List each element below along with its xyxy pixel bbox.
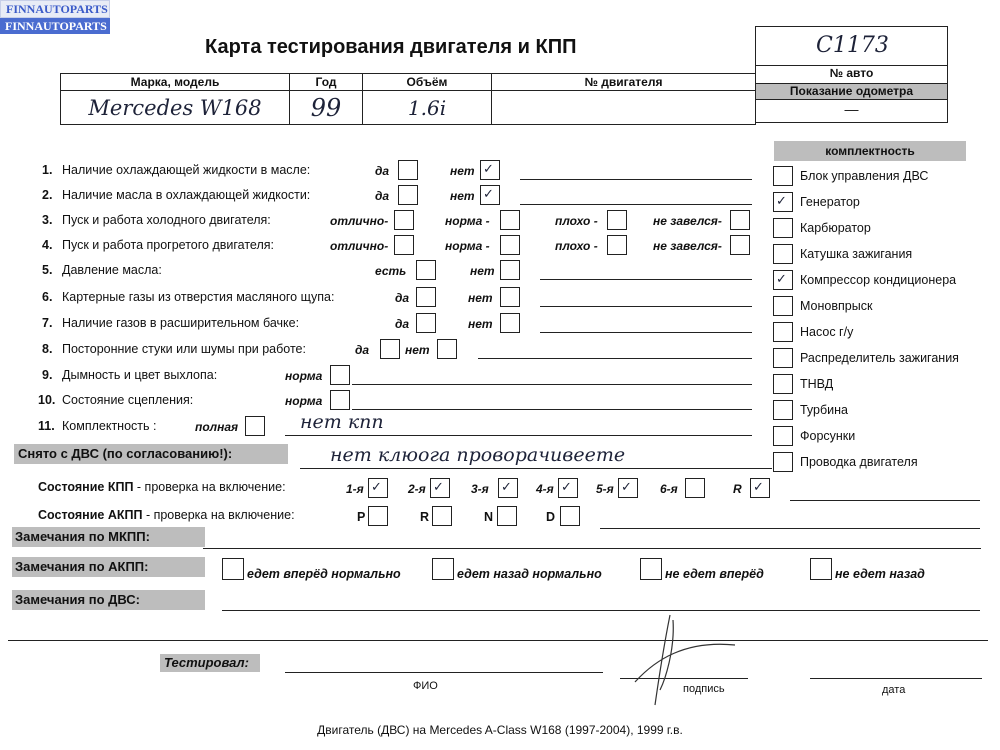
option-checkbox[interactable] [500,260,520,280]
akpp-mode-checkbox[interactable] [497,506,517,526]
check-mark-icon: ✓ [483,186,494,201]
option-label: плохо - [555,214,598,228]
option-checkbox[interactable] [500,210,520,230]
completeness-checkbox[interactable] [773,426,793,446]
completeness-checkbox[interactable] [773,400,793,420]
col-engine-number: № двигателя [492,74,756,91]
row-label: Пуск и работа холодного двигателя: [62,213,271,227]
logo-line-2: FINNAUTOPARTS [0,18,110,34]
vehicle-info-table [60,73,756,125]
option-checkbox[interactable] [500,287,520,307]
akpp-remark-label: едет вперёд нормально [247,567,401,581]
option-checkbox[interactable] [380,339,400,359]
remarks-dvs-line [222,610,980,611]
tested-label: Тестировал: [160,654,260,672]
completeness-checkbox[interactable] [773,218,793,238]
akpp-mode-label: P [357,510,366,524]
check-mark-icon: ✓ [483,161,494,176]
sign-label: подпись [683,683,725,695]
option-label: да [355,343,370,357]
removed-line [300,468,772,469]
gear-label: 2-я [408,482,426,496]
option-label: нет [468,291,493,305]
akpp-line [600,528,980,529]
caption: Двигатель (ДВС) на Mercedes A-Class W168 (1997-2004), 1999 г.в. [317,723,683,737]
option-label: норма - [445,239,490,253]
option-label: да [375,164,390,178]
option-checkbox[interactable] [500,235,520,255]
akpp-remark-label: едет назад нормально [457,567,602,581]
row-label: Картерные газы из отверстия масляного щупа: [62,290,335,304]
row-label: Наличие масла в охлаждающей жидкости: [62,188,311,202]
engine-number-value[interactable] [492,91,756,125]
akpp-label-bold: Состояние АКПП [38,508,143,522]
kpp-label-rest: - проверка на включение: [133,480,286,494]
page-title: Карта тестирования двигателя и КПП [205,36,577,58]
gear-label: 6-я [660,482,678,496]
row-notes-line [540,306,752,307]
row-label: Наличие газов в расширительном бачке: [62,316,300,330]
option-checkbox[interactable] [607,235,627,255]
gear-label: 5-я [596,482,614,496]
row-notes-line [520,179,752,180]
car-number-box [755,26,948,123]
row-note[interactable]: нет кпп [300,411,384,433]
col-year: Год [290,74,363,91]
check-mark-icon: ✓ [776,193,787,208]
gear-label: 4-я [536,482,554,496]
completeness-checkbox[interactable] [773,322,793,342]
row-number: 2. [42,188,53,202]
check-mark-icon: ✓ [433,479,444,494]
row-notes-line [540,332,752,333]
gear-checkbox[interactable] [685,478,705,498]
option-label: есть [375,264,407,278]
option-label: полная [195,420,239,434]
option-label: нет [450,164,475,178]
option-checkbox[interactable] [607,210,627,230]
completeness-item-label: Компрессор кондиционера [800,273,957,287]
option-checkbox[interactable] [330,390,350,410]
kpp-label [38,480,286,494]
option-checkbox[interactable] [394,210,414,230]
row-label: Пуск и работа прогретого двигателя: [62,238,274,252]
col-volume: Объём [363,74,492,91]
row-number: 7. [42,316,53,330]
option-checkbox[interactable] [416,313,436,333]
completeness-checkbox[interactable] [773,166,793,186]
akpp-remark-label: не едет назад [835,567,925,581]
option-checkbox[interactable] [398,185,418,205]
option-checkbox[interactable] [416,260,436,280]
option-label: да [395,291,410,305]
akpp-remark-checkbox[interactable] [432,558,454,580]
akpp-label [38,508,295,522]
row-number: 11. [38,419,55,433]
option-label: нет [450,189,475,203]
row-label: Посторонние стуки или шумы при работе: [62,342,306,356]
option-label: нет [470,264,495,278]
row-number: 10. [38,393,56,407]
odometer-value: — [844,101,859,117]
option-checkbox[interactable] [730,235,750,255]
option-label: норма - [445,214,490,228]
completeness-item-label: Турбина [800,403,848,417]
completeness-checkbox[interactable] [773,348,793,368]
completeness-checkbox[interactable] [773,296,793,316]
option-label: нет [468,317,493,331]
check-mark-icon: ✓ [561,479,572,494]
remarks-mkpp-line [203,548,981,549]
row-label: Комплектность : [62,419,157,433]
option-checkbox[interactable] [416,287,436,307]
option-label: норма [285,369,323,383]
completeness-item-label: Форсунки [800,429,856,443]
check-mark-icon: ✓ [501,479,512,494]
option-label: норма [285,394,323,408]
remarks-akpp-label: Замечания по АКПП: [12,557,205,577]
option-checkbox[interactable] [500,313,520,333]
completeness-item-label: ТНВД [800,377,834,391]
akpp-mode-checkbox[interactable] [432,506,452,526]
akpp-remark-checkbox[interactable] [222,558,244,580]
gear-label: R [733,482,742,496]
row-notes-line [352,384,752,385]
akpp-mode-label: R [420,510,430,524]
year-value[interactable]: 99 [290,91,363,125]
row-notes-line [478,358,752,359]
gear-label: 3-я [471,482,489,496]
gear-label: 1-я [346,482,364,496]
odometer-label: Показание одометра [756,83,947,100]
akpp-mode-label: N [484,510,494,524]
completeness-item-label: Проводка двигателя [800,455,918,469]
completeness-item-label: Моновпрыск [800,299,873,313]
row-number: 4. [42,238,53,252]
completeness-checkbox[interactable] [773,244,793,264]
check-mark-icon: ✓ [776,271,787,286]
divider-line [8,640,988,641]
row-number: 6. [42,290,53,304]
remarks-dvs-label: Замечания по ДВС: [12,590,205,610]
completeness-title: комплектность [774,141,966,161]
akpp-remark-checkbox[interactable] [640,558,662,580]
option-label: отлично- [330,239,389,253]
akpp-mode-label: D [546,510,556,524]
akpp-mode-checkbox[interactable] [368,506,388,526]
make-model-value[interactable]: Mercedes W168 [61,91,290,125]
option-checkbox[interactable] [730,210,750,230]
option-checkbox[interactable] [245,416,265,436]
completeness-checkbox[interactable] [773,452,793,472]
car-number-value: C1173 [816,33,889,58]
option-checkbox[interactable] [398,160,418,180]
row-number: 8. [42,342,53,356]
option-label: да [395,317,410,331]
option-checkbox[interactable] [394,235,414,255]
completeness-item-label: Насос г/у [800,325,854,339]
completeness-checkbox[interactable] [773,374,793,394]
completeness-item-label: Генератор [800,195,860,209]
car-number-label: № авто [756,65,947,82]
col-make-model: Марка, модель [61,74,290,91]
option-label: плохо - [555,239,598,253]
signature-scribble [625,610,745,710]
akpp-remark-label: не едет вперёд [665,567,764,581]
check-mark-icon: ✓ [753,479,764,494]
completeness-item-label: Карбюратор [800,221,871,235]
fio-label: ФИО [413,680,438,692]
option-label: отлично- [330,214,389,228]
option-label: нет [405,343,430,357]
row-notes-line [520,204,752,205]
kpp-line [790,500,980,501]
kpp-label-bold: Состояние КПП [38,480,134,494]
completeness-item-label: Блок управления ДВС [800,169,929,183]
volume-value[interactable]: 1.6i [363,91,492,125]
removed-note[interactable]: нет клюога проворачивеете [330,444,626,466]
option-label: не завелся- [653,239,722,253]
row-label: Состояние сцепления: [62,393,194,407]
remarks-mkpp-label: Замечания по МКПП: [12,527,205,547]
completeness-item-label: Распределитель зажигания [800,351,959,365]
row-label: Дымность и цвет выхлопа: [62,368,218,382]
akpp-mode-checkbox[interactable] [560,506,580,526]
option-checkbox[interactable] [330,365,350,385]
option-label: да [375,189,390,203]
option-label: не завелся- [653,214,722,228]
row-notes-line [352,409,752,410]
logo-line-1: FINNAUTOPARTS [0,0,110,18]
row-number: 5. [42,263,53,277]
check-mark-icon: ✓ [621,479,632,494]
watermark-logo [0,0,110,34]
completeness-item-label: Катушка зажигания [800,247,913,261]
akpp-label-rest: - проверка на включение: [142,508,295,522]
akpp-remark-checkbox[interactable] [810,558,832,580]
date-line [810,678,982,679]
row-number: 1. [42,163,53,177]
row-notes-line [540,279,752,280]
option-checkbox[interactable] [437,339,457,359]
row-number: 9. [42,368,53,382]
removed-label: Снято с ДВС (по согласованию!): [14,444,288,464]
row-notes-line [285,435,752,436]
fio-line [285,672,603,673]
date-label: дата [882,684,906,696]
row-label: Наличие охлаждающей жидкости в масле: [62,163,311,177]
row-number: 3. [42,213,53,227]
row-label: Давление масла: [62,263,162,277]
check-mark-icon: ✓ [371,479,382,494]
